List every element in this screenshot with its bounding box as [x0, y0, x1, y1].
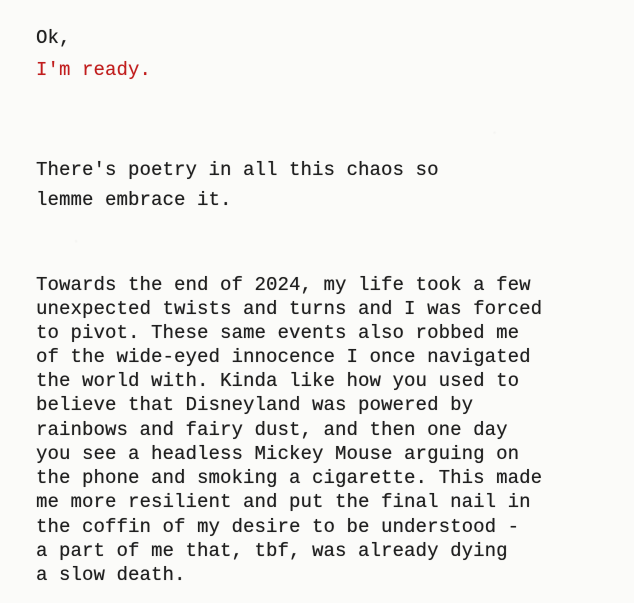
paragraph-line: rainbows and fairy dust, and then one day — [36, 419, 508, 441]
paragraph-line: to pivot. These same events also robbed me — [36, 322, 520, 344]
paragraph-line: the coffin of my desire to be understood - — [36, 516, 520, 538]
paragraph-line: of the wide-eyed innocence I once navigated — [36, 346, 531, 368]
paragraph-line: the phone and smoking a cigarette. This made — [36, 467, 543, 489]
paragraph-line: me more resilient and put the final nail in — [36, 491, 531, 513]
paragraph-line: unexpected twists and turns and I was forced — [36, 298, 543, 320]
greeting-line: Ok, — [36, 27, 71, 49]
ready-line: I'm ready. — [36, 59, 152, 81]
paragraph-line: a slow death. — [36, 564, 186, 586]
paragraph-line: There's poetry in all this chaos so — [36, 159, 439, 181]
paragraph-line: a part of me that, tbf, was already dying — [36, 540, 508, 562]
paragraph-line: the world with. Kinda like how you used to — [36, 370, 520, 392]
paragraph-line: lemme embrace it. — [36, 189, 232, 211]
paragraph-line: you see a headless Mickey Mouse arguing on — [36, 443, 520, 465]
paragraph-line: Towards the end of 2024, my life took a few — [36, 274, 531, 296]
paragraph-line: believe that Disneyland was powered by — [36, 394, 474, 416]
